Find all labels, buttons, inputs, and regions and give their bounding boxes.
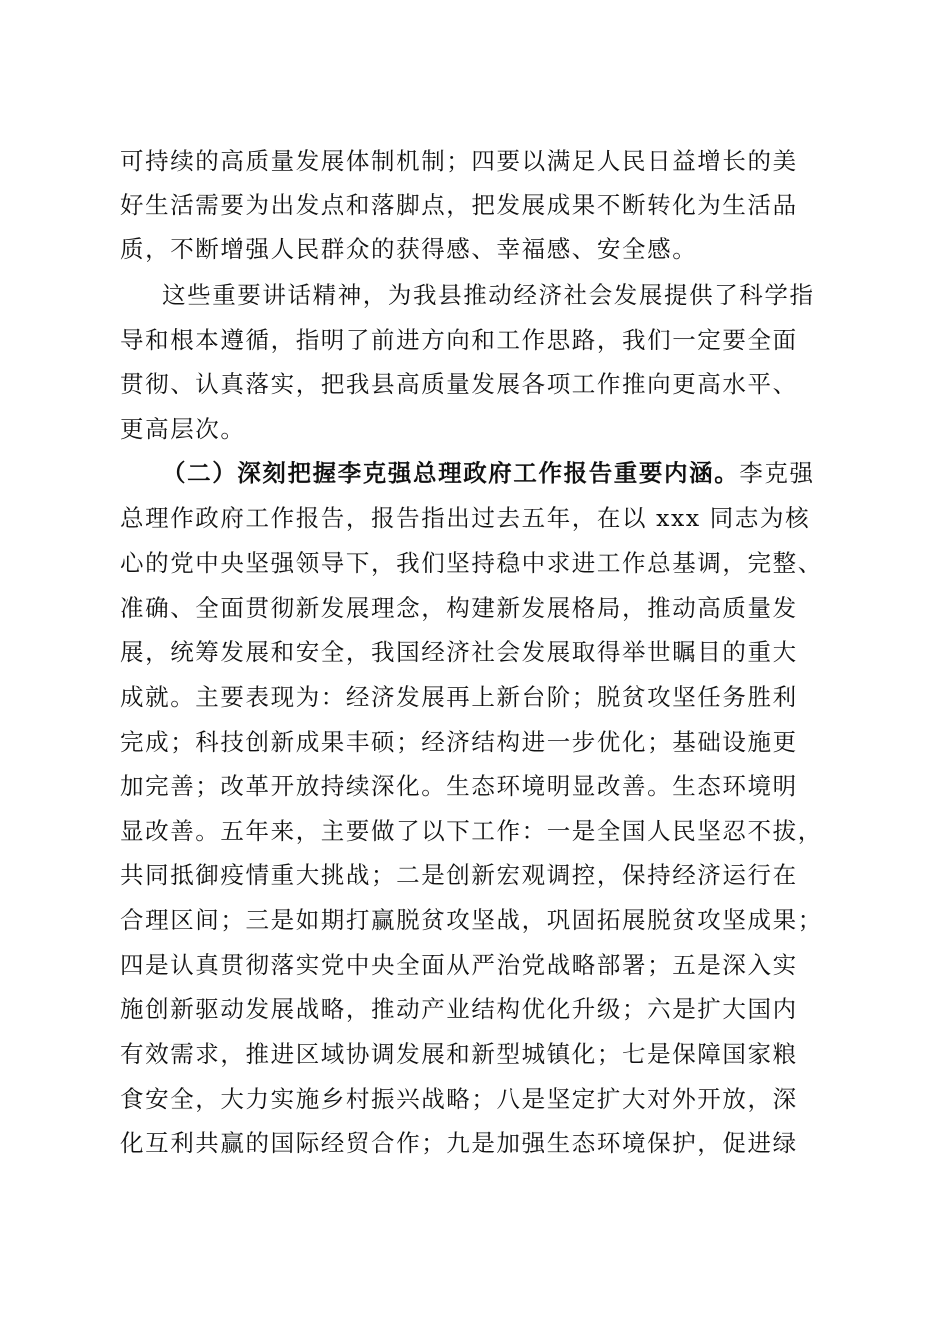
section-heading-line xyxy=(162,458,815,488)
text-line: 好生活需要为出发点和落脚点，把发展成果不断转化为生活品 xyxy=(120,191,798,219)
text-line: 展，统筹发展和安全，我国经济社会发展取得举世瞩目的重大 xyxy=(120,638,798,666)
text-line: 更高层次。 xyxy=(120,415,246,443)
text-line: 导和根本遵循，指明了前进方向和工作思路，我们一定要全面 xyxy=(120,326,798,354)
text-line: 四是认真贯彻落实党中央全面从严治党战略部署；五是深入实 xyxy=(120,951,798,979)
text-fragment: 李克强 xyxy=(739,459,815,487)
text-line: 心的党中央坚强领导下，我们坚持稳中求进工作总基调，完整、 xyxy=(120,549,823,577)
text-line: 成就。主要表现为：经济发展再上新台阶；脱贫攻坚任务胜利 xyxy=(120,683,798,711)
text-line: 化互利共赢的国际经贸合作；九是加强生态环境保护，促进绿 xyxy=(120,1129,798,1157)
text-line: 总理作政府工作报告，报告指出过去五年，在以 xxx 同志为核 xyxy=(120,504,811,532)
text-line: 施创新驱动发展战略，推动产业结构优化升级；六是扩大国内 xyxy=(120,995,798,1023)
text-line: 共同抵御疫情重大挑战；二是创新宏观调控，保持经济运行在 xyxy=(120,861,798,889)
text-line: 合理区间；三是如期打赢脱贫攻坚战，巩固拓展脱贫攻坚成果； xyxy=(120,906,823,934)
text-line: 质，不断增强人民群众的获得感、幸福感、安全感。 xyxy=(120,235,698,263)
text-line: 食安全，大力实施乡村振兴战略；八是坚定扩大对外开放，深 xyxy=(120,1085,798,1113)
text-line: 准确、全面贯彻新发展理念，构建新发展格局，推动高质量发 xyxy=(120,594,798,622)
text-line: 贯彻、认真落实，把我县高质量发展各项工作推向更高水平、 xyxy=(120,370,798,398)
section-heading: （二）深刻把握李克强总理政府工作报告重要内涵。 xyxy=(162,459,740,487)
text-line: 完成；科技创新成果丰硕；经济结构进一步优化；基础设施更 xyxy=(120,728,798,756)
text-line: 可持续的高质量发展体制机制；四要以满足人民日益增长的美 xyxy=(120,147,798,175)
text-line: 有效需求，推进区域协调发展和新型城镇化；七是保障国家粮 xyxy=(120,1040,798,1068)
text-line: 显改善。五年来，主要做了以下工作：一是全国人民坚忍不拔， xyxy=(120,817,823,845)
text-line: 加完善；改革开放持续深化。生态环境明显改善。生态环境明 xyxy=(120,772,798,800)
text-line: 这些重要讲话精神，为我县推动经济社会发展提供了科学指 xyxy=(162,281,815,309)
